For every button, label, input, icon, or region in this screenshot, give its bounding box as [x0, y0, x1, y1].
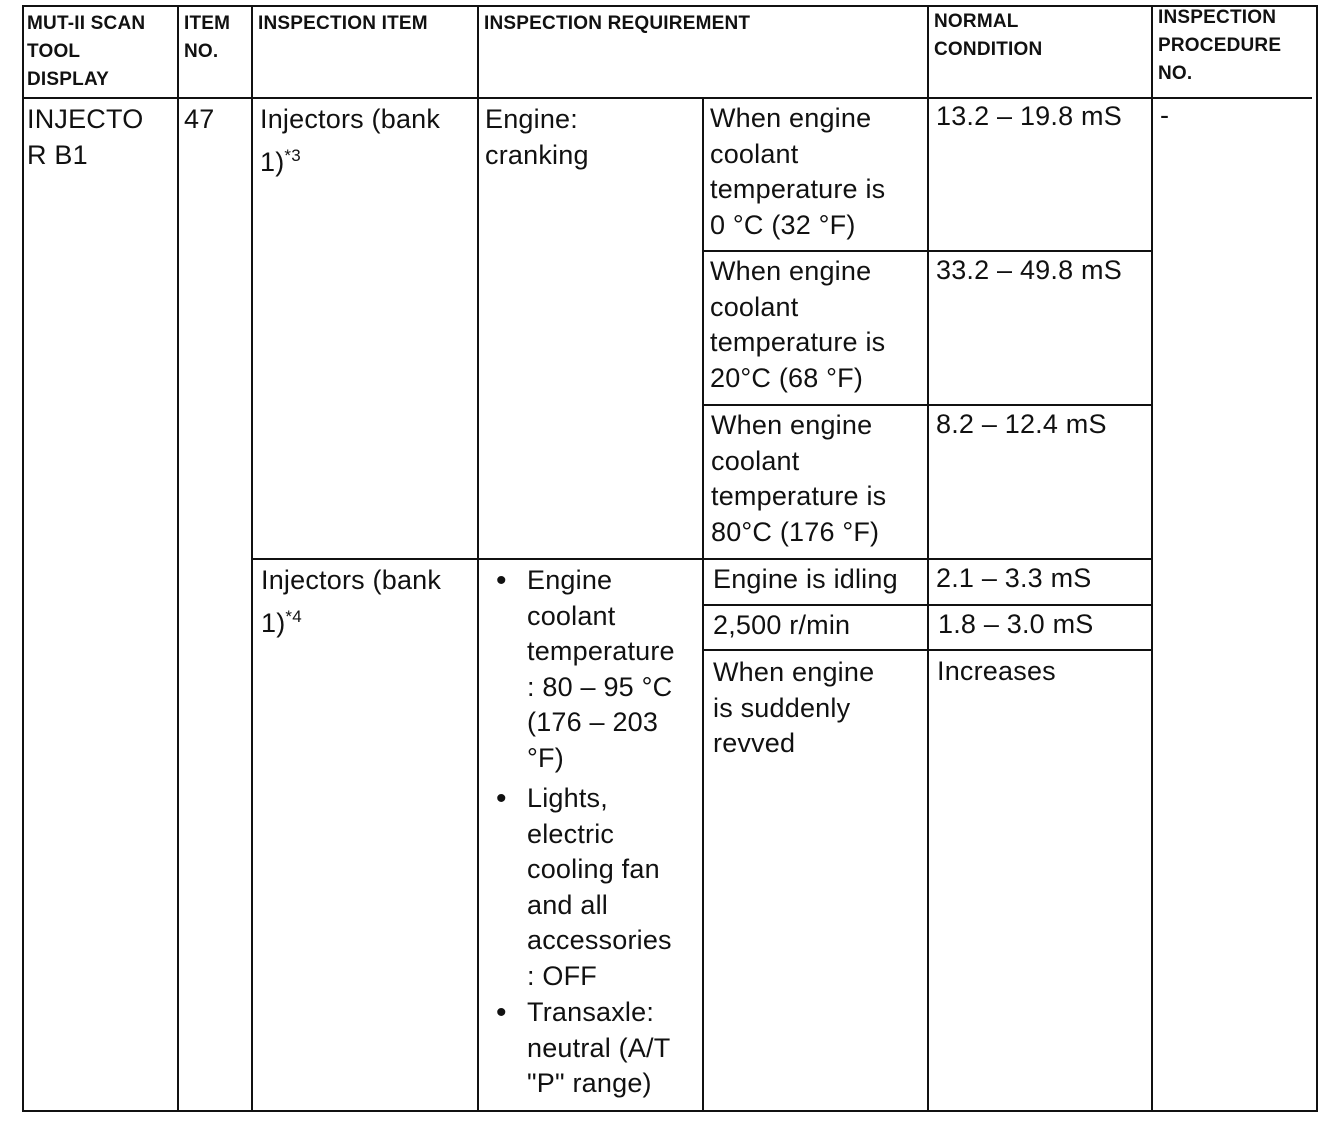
- header-inspection-item: INSPECTION ITEM: [258, 13, 428, 34]
- group-2-row-1-normal: 2.1 – 3.3 mS: [936, 563, 1092, 593]
- header-inspection-requirement: INSPECTION REQUIREMENT: [484, 13, 751, 34]
- group-2-footnote: *4: [285, 606, 302, 626]
- table-border-bottom: [22, 1110, 1318, 1112]
- group-1-row-2-normal: 33.2 – 49.8 mS: [936, 255, 1122, 285]
- group-1-row-3-normal: 8.2 – 12.4 mS: [936, 409, 1107, 439]
- group-1-inspection-item: [260, 102, 440, 180]
- col-divider-1: [177, 5, 179, 1112]
- item-no-value: 47: [184, 104, 215, 134]
- group-1-row-1-condition: When engine coolant temperature is 0 °C (32 °F): [710, 103, 886, 240]
- group-2-row-3-normal: Increases: [937, 656, 1056, 686]
- group-2-row-2-normal: 1.8 – 3.0 mS: [938, 609, 1094, 639]
- requirement-bullet-1: Engine coolant temperature : 80 – 95 °C (176 – 203 °F): [527, 565, 675, 773]
- row-divider-1: [702, 250, 1153, 252]
- group-1-item-text: Injectors (bank 1): [260, 104, 441, 177]
- group-2-row-3-condition: When engine is suddenly revved: [713, 657, 875, 758]
- group-1-row-2-condition: When engine coolant temperature is 20°C (68 °F): [710, 256, 886, 393]
- group-divider: [251, 558, 1153, 560]
- header-inspection-procedure-no: INSPECTION PROCEDURE NO.: [1158, 7, 1282, 84]
- group-1-footnote: *3: [284, 145, 301, 165]
- scan-tool-display-value: INJECTO R B1: [27, 104, 144, 170]
- header-scan-tool-display: MUT-II SCAN TOOL DISPLAY: [27, 13, 146, 90]
- group-1-requirement: Engine: cranking: [485, 104, 589, 170]
- requirement-bullet-2: Lights, electric cooling fan and all accessories : OFF: [527, 783, 672, 991]
- group-2-item-text: Injectors (bank 1): [261, 565, 442, 638]
- group-1-row-3-condition: When engine coolant temperature is 80°C (176 °F): [711, 410, 887, 547]
- table-border-left: [22, 5, 24, 1112]
- group-2-row-1-condition: Engine is idling: [713, 564, 898, 594]
- row-divider-2: [702, 404, 1153, 406]
- bullet-3: •: [496, 996, 507, 1029]
- header-item-no: ITEM NO.: [184, 13, 231, 62]
- header-normal-condition: NORMAL CONDITION: [934, 11, 1043, 60]
- bullet-2: •: [496, 782, 507, 815]
- group-2-row-2-condition: 2,500 r/min: [713, 610, 851, 640]
- requirement-bullet-3: Transaxle: neutral (A/T "P" range): [527, 997, 671, 1098]
- group-1-row-1-normal: 13.2 – 19.8 mS: [936, 101, 1122, 131]
- procedure-no-value: -: [1160, 100, 1170, 130]
- table-border-top: [22, 5, 1318, 7]
- table-border-right: [1316, 5, 1318, 1112]
- row-divider-3: [702, 604, 1153, 606]
- row-divider-4: [702, 649, 1153, 651]
- group-2-inspection-item: [261, 563, 441, 641]
- bullet-1: •: [496, 564, 507, 597]
